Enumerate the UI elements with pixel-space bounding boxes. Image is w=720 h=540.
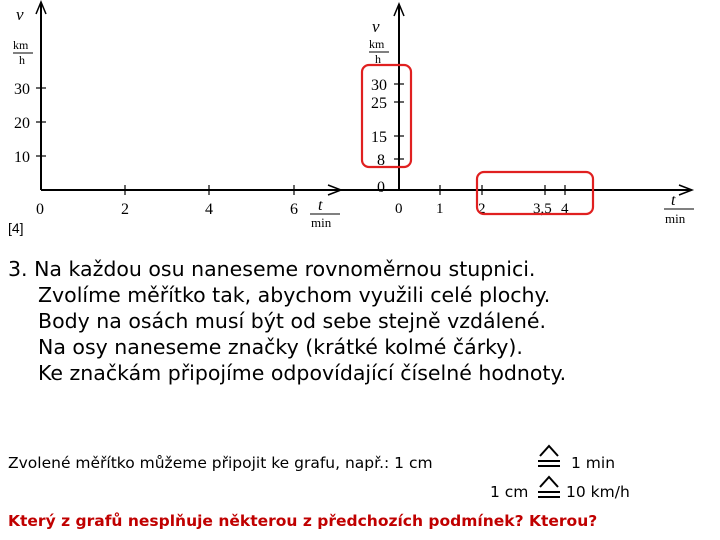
left-y-unit-top: km <box>13 38 29 52</box>
corresponds-icon <box>536 443 562 471</box>
right-y-tick-label: 0 <box>377 179 385 196</box>
left-x-tick-label: 6 <box>290 201 298 218</box>
left-y-tick-label: 30 <box>14 81 30 98</box>
right-y-unit-bottom: h <box>375 52 381 66</box>
right-x-tick-label: 4 <box>561 201 569 217</box>
right-y-tick-label: 15 <box>371 129 387 146</box>
right-x-unit: min <box>665 211 686 226</box>
corresponds-icon <box>536 474 562 502</box>
graphs-illustration <box>0 0 720 250</box>
instructions-block <box>8 256 708 386</box>
instruction-line: Body na osách musí být od sebe stejně vzdálené. <box>38 309 547 333</box>
right-x-tick-label: 0 <box>395 201 403 217</box>
reference-label: [4] <box>8 220 24 236</box>
instruction-heading: 3. Na každou osu naneseme rovnoměrnou stupnici. <box>8 257 536 281</box>
right-y-tick-label: 25 <box>371 95 387 112</box>
left-x-tick-label: 4 <box>205 201 213 218</box>
scale-intro: Zvolené měřítko můžeme připojit ke grafu, např.: 1 cm <box>8 454 433 472</box>
right-y-unit-top: km <box>369 37 385 51</box>
left-y-tick-label: 20 <box>14 115 30 132</box>
left-y-var: v <box>16 5 24 24</box>
instruction-line: Ke značkám připojíme odpovídající číselné hodnoty. <box>38 361 567 385</box>
left-x-unit: min <box>311 215 332 230</box>
right-x-tick-label: 1 <box>436 201 444 217</box>
right-y-tick-label: 30 <box>371 77 387 94</box>
right-y-tick-label: 8 <box>377 152 385 169</box>
right-x-tick-label: 3,5 <box>533 201 552 217</box>
instruction-line: Na osy naneseme značky (krátké kolmé čárky). <box>38 335 523 359</box>
left-graph <box>13 2 341 230</box>
scale-value-speed: 10 km/h <box>566 483 630 501</box>
question-text: Který z grafů nesplňuje některou z předchozích podmínek? Kterou? <box>8 512 598 530</box>
left-y-tick-label: 0 <box>36 201 44 218</box>
left-x-var: t <box>318 197 323 214</box>
right-y-var: v <box>372 17 380 36</box>
left-y-unit-bottom: h <box>19 53 25 67</box>
left-x-tick-label: 2 <box>121 201 129 218</box>
right-x-tick-label: 2 <box>478 201 486 217</box>
left-y-tick-label: 10 <box>14 149 30 166</box>
scale-prefix-speed: 1 cm <box>490 483 529 501</box>
scale-value-time: 1 min <box>571 454 616 472</box>
instruction-line: Zvolíme měřítko tak, abychom využili celé plochy. <box>38 283 551 307</box>
right-x-var: t <box>671 192 676 209</box>
right-graph <box>340 4 694 226</box>
